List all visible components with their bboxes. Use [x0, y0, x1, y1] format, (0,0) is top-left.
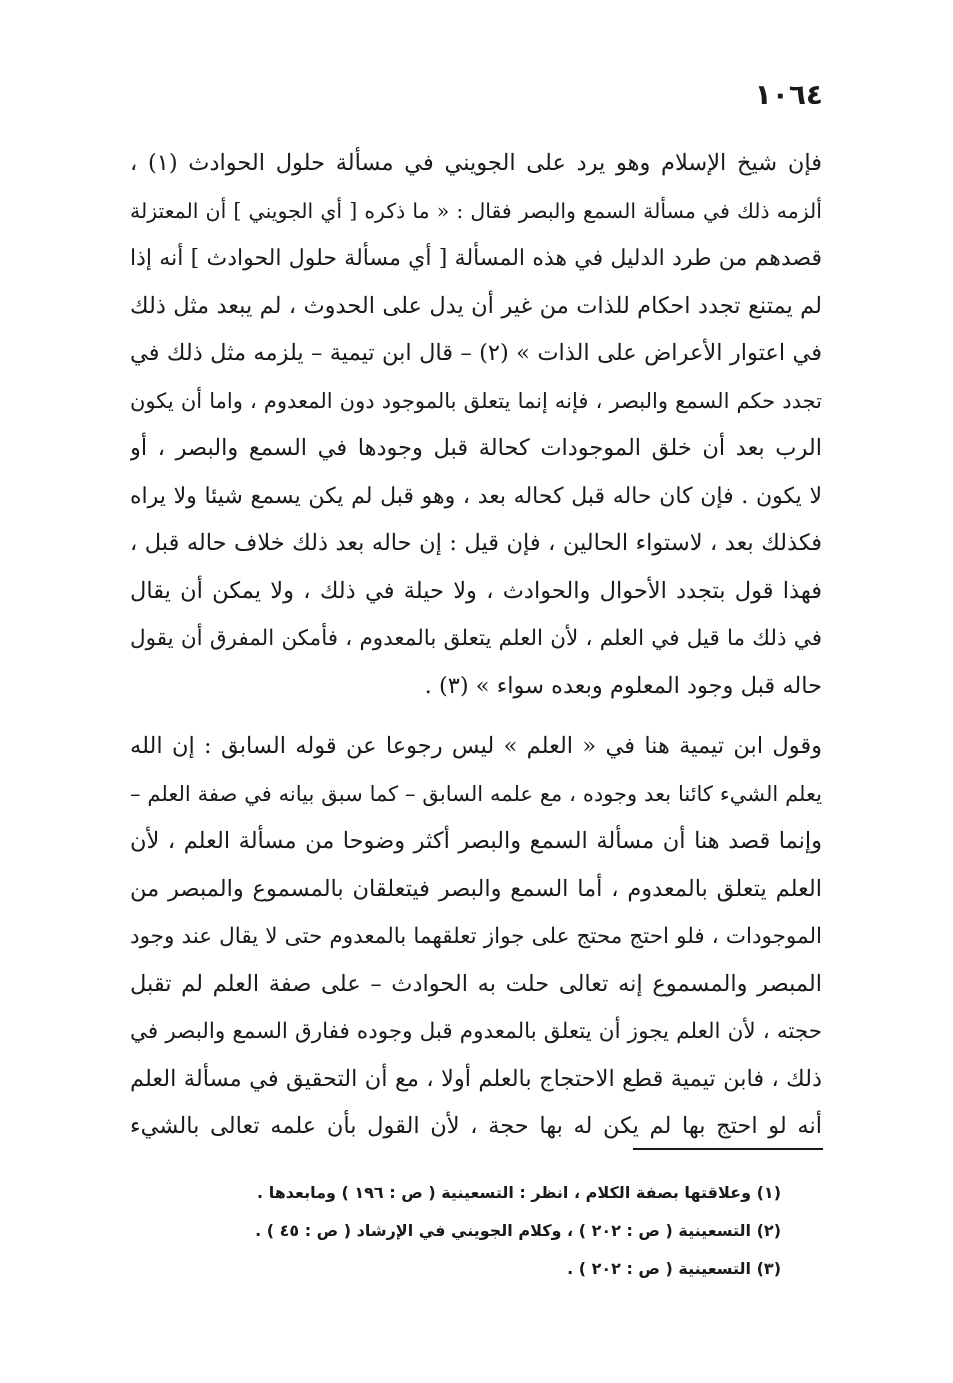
text-line: أنه لو احتج بها لم يكن له بها حجة ، لأن القول بأن علمه تعالى بالشيء: [130, 1113, 822, 1139]
text-line: في ذلك ما قيل في العلم ، لأن العلم يتعلق بالمعدوم ، فأمكن المفرق أن يقول: [130, 626, 822, 651]
footnotes: [141, 1174, 781, 1288]
text-line: وإنما قصد هنا أن مسألة السمع والبصر أكثر وضوحا من مسألة العلم ، لأن: [130, 828, 822, 854]
footnote-3: (٣) التسعينية ( ص : ٢٠٢ ) .: [567, 1259, 781, 1278]
text-line: فإن شيخ الإسلام وهو يرد على الجويني في مسألة حلول الحوادث (١) ،: [130, 150, 822, 176]
text-line: حجته ، لأن العلم يجوز أن يتعلق بالمعدوم قبل وجوده ففارق السمع والبصر في: [130, 1019, 822, 1044]
footnote-1: (١) وعلاقتها بصفة الكلام ، انظر : التسعينية ( ص : ١٩٦ ) ومابعدها .: [257, 1183, 781, 1202]
text-line: فهذا قول بتجدد الأحوال والحوادث ، ولا حيلة في ذلك ، ولا يمكن أن يقال: [130, 577, 822, 604]
text-line: حاله قبل وجود المعلوم وبعده سواء » (٣) .: [424, 672, 822, 699]
text-line: ذلك ، فابن تيمية قطع الاحتجاج بالعلم أولا ، مع أن التحقيق في مسألة العلم: [130, 1065, 822, 1092]
footnote-2: (٢) التسعينية ( ص : ٢٠٢ ) ، وكلام الجويني في الإرشاد ( ص : ٤٥ ) .: [255, 1221, 781, 1240]
text-line: الرب بعد أن خلق الموجودات كحالة قبل وجودها في السمع والبصر ، أو: [130, 435, 822, 461]
paragraph-2: [130, 723, 822, 1151]
text-line: يعلم الشيء كائنا بعد وجوده ، مع علمه السابق – كما سبق بيانه في صفة العلم –: [130, 781, 822, 806]
main-text: [130, 140, 822, 1151]
paragraph-gap: [130, 710, 822, 723]
text-line: لم يمتنع تجدد احكام للذات من غير أن يدل على الحدوث ، لم يبعد مثل ذلك: [130, 292, 822, 319]
text-line: وقول ابن تيمية هنا في « العلم » ليس رجوعا عن قوله السابق : إن الله: [130, 733, 822, 759]
text-line: قصدهم من طرد الدليل في هذه المسألة [ أي مسألة حلول الحوادث ] أنه إذا: [130, 246, 822, 271]
text-line: في اعتوار الأعراض على الذات » (٢) – قال ابن تيمية – يلزمه مثل ذلك في: [130, 340, 822, 366]
text-line: فكذلك بعد ، لاستواء الحالين ، فإن قيل : إن حاله بعد ذلك خلاف حاله قبل ،: [130, 530, 822, 556]
text-line: العلم يتعلق بالمعدوم ، أما السمع والبصر فيتعلقان بالمسموع والمبصر من: [130, 875, 822, 902]
paragraph-1: [130, 140, 822, 710]
text-line: لا يكون . فإن كان حاله قبل كحاله بعد ، وهو قبل لم يكن يسمع شيئا ولا يراه: [130, 483, 822, 509]
footnote-separator: [633, 1148, 823, 1150]
text-line: المبصر والمسموع إنه تعالى حلت به الحوادث – على صفة العلم لم تقبل: [130, 970, 822, 997]
text-line: الموجودات ، فلو احتج محتج على جواز تعلقهما بالمعدوم حتى لا يقال عند وجود: [130, 924, 822, 949]
text-line: تجدد حكم السمع والبصر ، فإنه إنما يتعلق بالموجود دون المعدوم ، واما أن يكون: [130, 388, 822, 413]
text-line: ألزمه ذلك في مسألة السمع والبصر فقال : « ما ذكره [ أي الجويني ] أن المعتزلة: [130, 198, 822, 223]
page-number: ١٠٦٤: [754, 78, 823, 111]
